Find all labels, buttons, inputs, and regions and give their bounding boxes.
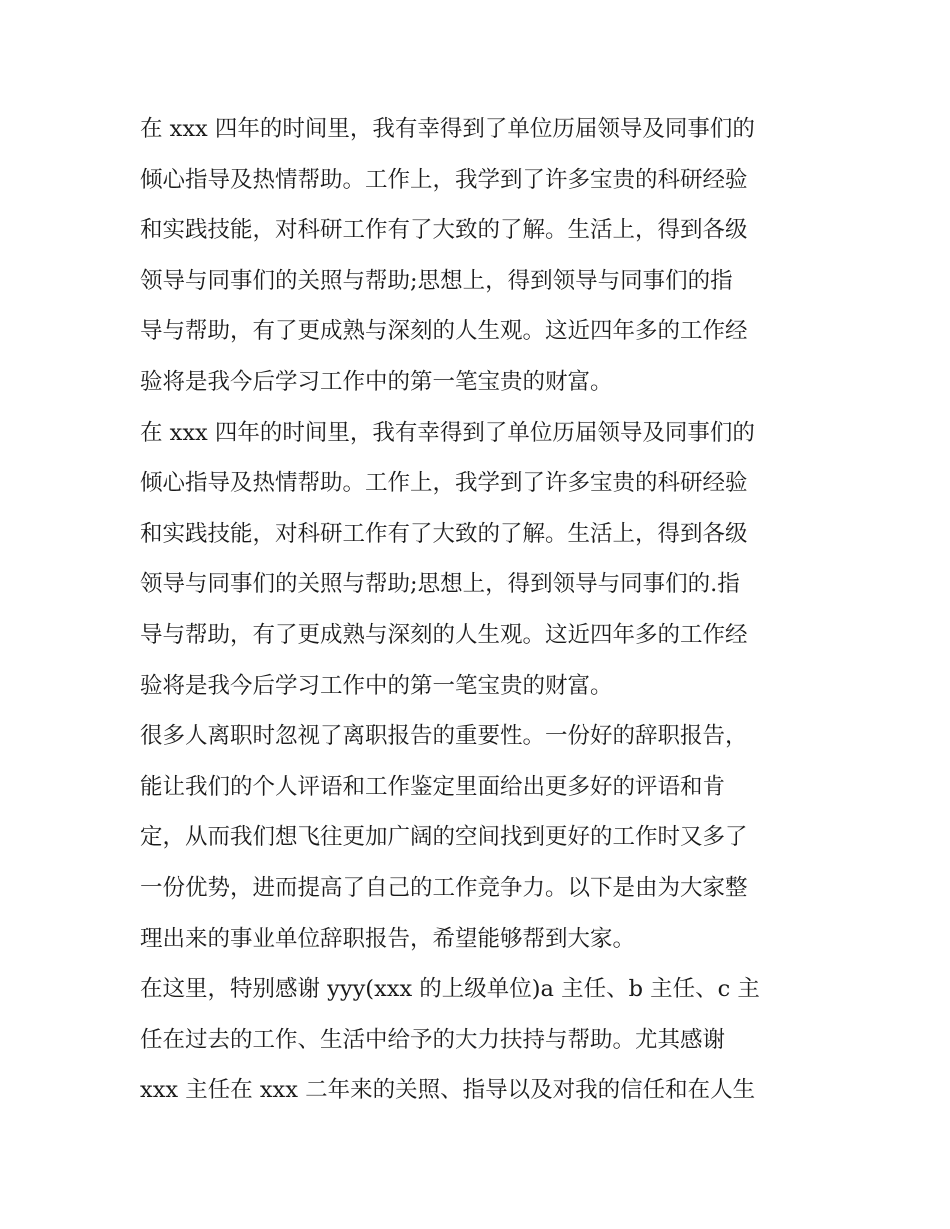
text-line: 能让我们的个人评语和工作鉴定里面给出更多好的评语和肯 <box>140 773 726 800</box>
paragraph-1 <box>140 104 830 408</box>
text-line: 验将是我今后学习工作中的第一笔宝贵的财富。 <box>140 672 613 699</box>
text-line: 很多人离职时忽视了离职报告的重要性。一份好的辞职报告， <box>140 723 748 750</box>
text-line: 倾心指导及热情帮助。工作上，我学到了许多宝贵的科研经验 <box>140 470 748 497</box>
text-line: 导与帮助，有了更成熟与深刻的人生观。这近四年多的工作经 <box>140 621 748 648</box>
text-line: 和实践技能，对科研工作有了大致的了解。生活上，得到各级 <box>140 520 748 547</box>
document-body <box>140 104 830 1116</box>
text-line: 一份优势，进而提高了自己的工作竞争力。以下是由为大家整 <box>140 874 748 901</box>
text-line: 在 xxx 四年的时间里，我有幸得到了单位历届领导及同事们的 <box>140 419 755 446</box>
text-line: 定，从而我们想飞往更加广阔的空间找到更好的工作时又多了 <box>140 824 748 851</box>
text-line: 领导与同事们的关照与帮助;思想上，得到领导与同事们的.指 <box>140 571 740 598</box>
text-line: 任在过去的工作、生活中给予的大力扶持与帮助。尤其感谢 <box>140 1026 726 1053</box>
text-line: 验将是我今后学习工作中的第一笔宝贵的财富。 <box>140 368 613 395</box>
paragraph-3 <box>140 711 830 964</box>
paragraph-2 <box>140 408 830 712</box>
text-line: 导与帮助，有了更成熟与深刻的人生观。这近四年多的工作经 <box>140 318 748 345</box>
text-line: 倾心指导及热情帮助。工作上，我学到了许多宝贵的科研经验 <box>140 166 748 193</box>
text-line: 和实践技能，对科研工作有了大致的了解。生活上，得到各级 <box>140 217 748 244</box>
text-line: 领导与同事们的关照与帮助;思想上，得到领导与同事们的指 <box>140 267 733 294</box>
text-line: 理出来的事业单位辞职报告，希望能够帮到大家。 <box>140 925 636 952</box>
text-line: xxx 主任在 xxx 二年来的关照、指导以及对我的信任和在人生 <box>140 1077 756 1104</box>
text-line: 在 xxx 四年的时间里，我有幸得到了单位历届领导及同事们的 <box>140 116 755 142</box>
paragraph-4 <box>140 964 830 1116</box>
text-line: 在这里，特别感谢 yyy(xxx 的上级单位)a 主任、b 主任、c 主 <box>140 976 760 1003</box>
